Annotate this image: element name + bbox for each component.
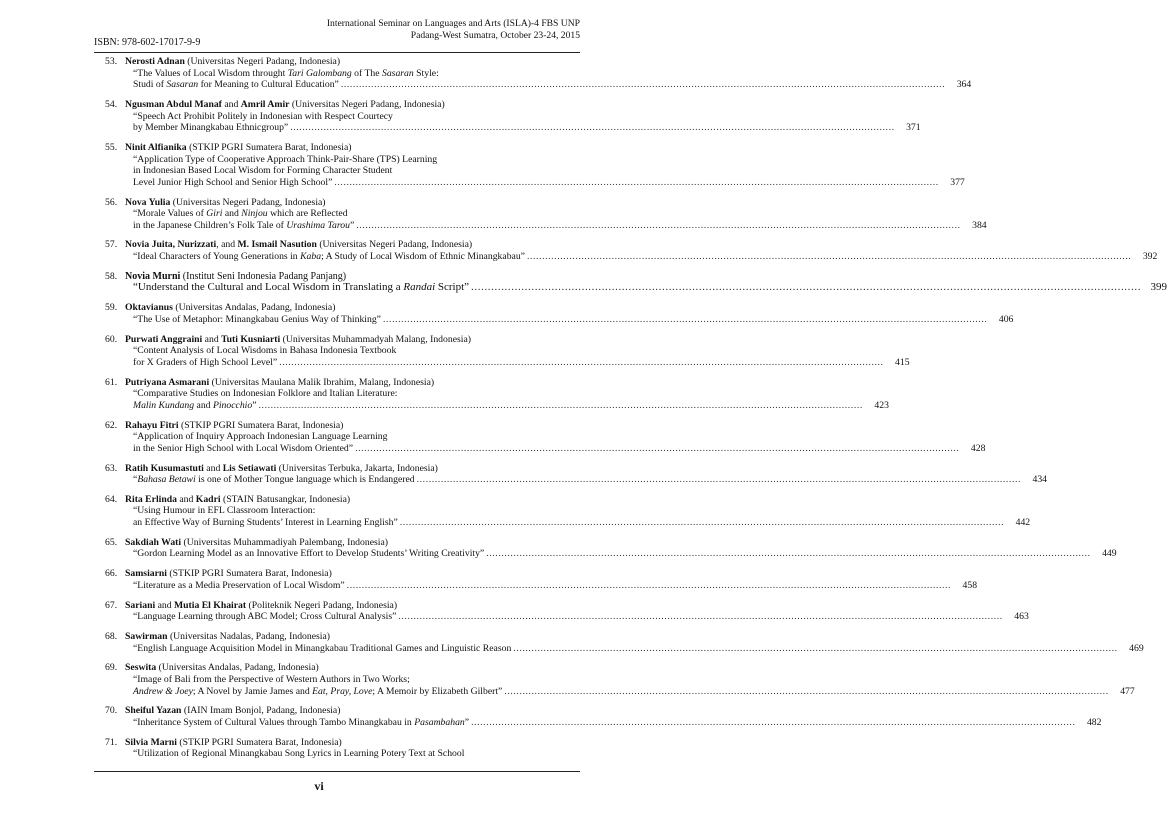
author-name: Silvia Marni [125,736,177,748]
toc-entry [105,56,972,91]
author-name: Novia Murni [125,270,181,282]
entry-page-number: 392 [1142,251,1158,263]
entry-title-line: “The Use of Metaphor: Minangkabau Genius Way of Thinking” ........................................................................................................................................................................................................ 406 [133,313,1014,325]
entry-page-number: 364 [956,79,972,91]
entry-number: 58. [105,270,118,282]
author-name: Sawirman [125,630,168,642]
entry-title-line: “The Values of Local Wisdom throught Tari Galombang of The Sasaran Style: [133,67,439,79]
leader-dots: ........................................................................................................................................................................................................ [290,122,895,134]
entry-page-number: 384 [972,219,987,231]
entry-authors: Sariani and Mutia El Khairat (Politeknik Negeri Padang, Indonesia) [125,599,398,611]
entry-number: 60. [105,333,118,345]
toc-entry [105,462,1048,486]
toc-entry [105,705,1102,728]
entry-title-line: in the Senior High School with Local Wisdom Oriented” ........................................................................................................................................................................................................ 428 [133,442,986,454]
author-name: Ratih Kusumastuti [125,462,204,474]
leader-dots: ........................................................................................................................................................................................................ [513,642,1118,654]
entry-authors: Novia Juita, Nurizzati, and M. Ismail Nasution (Universitas Negeri Padang, Indonesia) [125,239,473,251]
seminar-title: International Seminar on Languages and Arts (ISLA)-4 FBS UNP [326,18,580,29]
entry-title-line: Studi of Sasaran for Meaning to Cultural Education” ........................................................................................................................................................................................................ 364 [133,79,972,91]
entry-number: 66. [105,568,118,580]
entry-title-line: by Member Minangkabau Ethnicgroup” ........................................................................................................................................................................................................ 371 [133,122,921,134]
entry-title-line: Level Junior High School and Senior High School” ........................................................................................................................................................................................................ 377 [133,176,965,188]
seminar-info [327,18,580,42]
toc-entry [105,599,1029,623]
entry-number: 63. [105,462,118,474]
toc-entry [105,270,1167,294]
entry-authors: Rahayu Fitri (STKIP PGRI Sumatera Barat, Indonesia) [125,419,344,431]
entry-page-number: 415 [895,356,910,368]
entry-authors: Samsiarni (STKIP PGRI Sumatera Barat, Indonesia) [125,568,332,580]
entry-page-number: 423 [874,399,889,411]
toc-entry [105,376,889,412]
entry-page-number: 399 [1150,281,1167,294]
entry-title-line: “Ideal Characters of Young Generations in Kaba; A Study of Local Wisdom of Ethnic Minangkabau” ........................................................................................................................................................................................................ 392 [133,251,1158,263]
author-name: M. Ismail Nasution [237,239,317,251]
entry-title-line: “Comparative Studies on Indonesian Folklore and Italian Literature: [133,388,398,400]
author-name: Samsiarni [125,568,167,580]
entry-title-line: “Gordon Learning Model as an Innovative Effort to Develop Students’ Writing Creativity” ........................................................................................................................................................................................................ 449 [133,548,1117,560]
entry-title-line: “Understand the Cultural and Local Wisdom in Translating a Randai Script” ........................................................................................................................................................................................................ 399 [133,281,1167,294]
entry-title-line: “Speech Act Prohibit Politely in Indonesian with Respect Courtecy [133,110,393,122]
toc-entry [105,98,921,134]
entry-title-line: “English Language Acquisition Model in Minangkabau Traditional Games and Linguistic Reason ........................................................................................................................................................................................................ 469 [133,642,1144,654]
entry-title-line: “Using Humour in EFL Classroom Interaction: [133,505,316,517]
author-name: Seswita [125,662,157,674]
entry-page-number: 371 [906,122,921,134]
entry-number: 53. [105,56,118,67]
entry-authors: Seswita (Universitas Andalas, Padang, Indonesia) [125,662,319,674]
toc-entry [105,419,986,455]
entry-title-line: “Application Type of Cooperative Approach Think-Pair-Share (TPS) Learning [133,153,438,165]
author-name: Sariani [125,599,156,611]
entry-title-line: “Application of Inquiry Approach Indonesian Language Learning [133,431,388,443]
leader-dots: ........................................................................................................................................................................................................ [399,517,1005,529]
entry-number: 61. [105,376,118,388]
leader-dots: ........................................................................................................................................................................................................ [346,579,952,591]
entry-number: 54. [105,98,118,110]
entry-number: 71. [105,736,118,748]
author-name: Rita Erlinda [125,493,177,505]
leader-dots: ........................................................................................................................................................................................................ [416,474,1022,486]
entry-number: 65. [105,536,118,548]
toc-entry [105,536,1117,560]
author-name: Ngusman Abdul Manaf [125,98,222,110]
entry-authors: Rita Erlinda and Kadri (STAIN Batusangkar, Indonesia) [125,493,351,505]
page-number: vi [314,779,324,793]
leader-dots: ........................................................................................................................................................................................................ [356,219,961,231]
leader-dots: ........................................................................................................................................................................................................ [355,442,960,454]
author-name: Tuti Kusniarti [221,333,281,345]
entry-title-line: Andrew & Joey; A Novel by Jamie James and Eat, Pray, Love; A Memoir by Elizabeth Gilbert” ........................................................................................................................................................................................................ 477 [133,685,1135,697]
entry-number: 64. [105,493,118,505]
entry-authors: Ninit Alfianika (STKIP PGRI Sumatera Barat, Indonesia) [125,141,352,153]
entry-title-line: “Morale Values of Giri and Ninjou which are Reflected [133,208,348,220]
entry-page-number: 377 [950,176,965,188]
leader-dots: ........................................................................................................................................................................................................ [471,716,1076,728]
author-name: Putriyana Asmarani [125,376,210,388]
author-name: Lis Setiawati [222,462,277,474]
entry-authors: Nova Yulia (Universitas Negeri Padang, Indonesia) [125,196,326,208]
leader-dots: ........................................................................................................................................................................................................ [279,356,884,368]
entry-title-line: in the Japanese Children’s Folk Tale of Urashima Tarou” ........................................................................................................................................................................................................ 384 [133,219,987,231]
entry-title-line: “Inheritance System of Cultural Values through Tambo Minangkabau in Pasambahan” ........................................................................................................................................................................................................ 482 [133,716,1102,728]
entry-authors: Sakdiah Wati (Universitas Muhammadiyah Palembang, Indonesia) [125,536,388,548]
leader-dots: ........................................................................................................................................................................................................ [383,313,988,325]
leader-dots: ........................................................................................................................................................................................................ [334,176,939,188]
entry-page-number: 406 [998,313,1014,325]
entry-authors: Purwati Anggraini and Tuti Kusniarti (Universitas Muhammadyah Malang, Indonesia) [125,333,471,345]
leader-dots: ........................................................................................................................................................................................................ [471,281,1142,294]
entry-title-line: in Indonesian Based Local Wisdom for Forming Character Student [133,165,393,177]
author-name: Mutia El Khairat [174,599,247,611]
entry-page-number: 463 [1014,611,1029,623]
table-of-contents [105,56,1167,768]
entry-title-line: for X Graders of High School Level” ........................................................................................................................................................................................................ 415 [133,356,910,368]
leader-dots: ........................................................................................................................................................................................................ [258,399,863,411]
entry-authors: Oktavianus (Universitas Andalas, Padang, Indonesia) [125,302,336,314]
entry-number: 62. [105,419,118,431]
leader-dots: ........................................................................................................................................................................................................ [486,548,1091,560]
entry-title-line: Malin Kundang and Pinocchio” ........................................................................................................................................................................................................ 423 [133,399,889,411]
toc-entry [105,141,965,188]
author-name: Nerosti Adnan [125,56,185,67]
entry-page-number: 434 [1032,474,1048,486]
entry-authors: Novia Murni (Institut Seni Indonesia Padang Panjang) [125,270,347,282]
entry-title-line: an Effective Way of Burning Students’ Interest in Learning English” ........................................................................................................................................................................................................ 442 [133,517,1031,529]
entry-number: 55. [105,141,118,153]
author-name: Ninit Alfianika [125,141,187,153]
entry-authors: Ngusman Abdul Manaf and Amril Amir (Universitas Negeri Padang, Indonesia) [125,98,445,110]
entry-authors: Ratih Kusumastuti and Lis Setiawati (Universitas Terbuka, Jakarta, Indonesia) [125,462,438,474]
leader-dots: ........................................................................................................................................................................................................ [526,251,1132,263]
entry-authors: Putriyana Asmarani (Universitas Maulana Malik Ibrahim, Malang, Indonesia) [125,376,435,388]
entry-number: 70. [105,705,118,717]
author-name: Novia Juita, Nurizzati [125,239,217,251]
entry-authors: Sheiful Yazan (IAIN Imam Bonjol, Padang, Indonesia) [125,705,341,717]
author-name: Rahayu Fitri [125,419,179,431]
author-name: Nova Yulia [125,196,171,208]
entry-number: 57. [105,239,118,251]
toc-entry [105,737,580,760]
entry-title-line: “Literature as a Media Preservation of Local Wisdom” ........................................................................................................................................................................................................ 458 [133,579,978,591]
entry-number: 56. [105,196,118,208]
author-name: Kadri [195,493,221,505]
entry-page-number: 477 [1120,685,1135,697]
entry-title-line: “Bahasa Betawi is one of Mother Tongue language which is Endangered ........................................................................................................................................................................................................ 434 [133,474,1048,486]
entry-page-number: 428 [970,442,986,454]
toc-entry [105,302,1014,325]
entry-title-line: “Image of Bali from the Perspective of Western Authors in Two Works; [133,673,410,685]
isbn: ISBN: 978-602-17017-9-9 [94,37,201,48]
toc-entry [105,239,1158,263]
author-name: Amril Amir [240,98,290,110]
entry-page-number: 442 [1015,517,1031,529]
toc-entry [105,196,987,232]
entry-number: 69. [105,662,118,674]
entry-title-line: “Content Analysis of Local Wisdoms in Bahasa Indonesia Textbook [133,345,397,357]
entry-number: 59. [105,302,118,314]
leader-dots: ........................................................................................................................................................................................................ [340,79,946,91]
entry-title-line: “Language Learning through ABC Model; Cross Cultural Analysis” ........................................................................................................................................................................................................ 463 [133,611,1029,623]
footer-rule [94,771,580,772]
entry-authors: Silvia Marni (STKIP PGRI Sumatera Barat, Indonesia) [125,736,342,748]
toc-entry [105,333,910,369]
page-header [94,18,580,53]
seminar-place-date: Padang-West Sumatra, October 23-24, 2015 [410,30,580,41]
entry-page-number: 482 [1086,716,1102,728]
toc-entry [105,568,978,591]
toc-entry [105,493,1031,529]
entry-title-line: “Utilization of Regional Minangkabau Song Lyrics in Learning Potery Text at School [133,748,465,760]
entry-page-number: 458 [962,579,978,591]
entry-page-number: 469 [1129,642,1144,654]
leader-dots: ........................................................................................................................................................................................................ [398,611,1003,623]
entry-number: 67. [105,599,118,611]
entry-authors: Nerosti Adnan (Universitas Negeri Padang, Indonesia) [125,56,341,67]
toc-entry [105,662,1135,697]
author-name: Sakdiah Wati [125,536,182,548]
author-name: Oktavianus [125,302,173,314]
entry-number: 68. [105,630,118,642]
author-name: Sheiful Yazan [125,705,182,717]
toc-entry [105,630,1144,654]
entry-authors: Sawirman (Universitas Nadalas, Padang, Indonesia) [125,630,331,642]
author-name: Purwati Anggraini [125,333,203,345]
leader-dots: ........................................................................................................................................................................................................ [504,685,1109,697]
entry-page-number: 449 [1102,548,1117,560]
